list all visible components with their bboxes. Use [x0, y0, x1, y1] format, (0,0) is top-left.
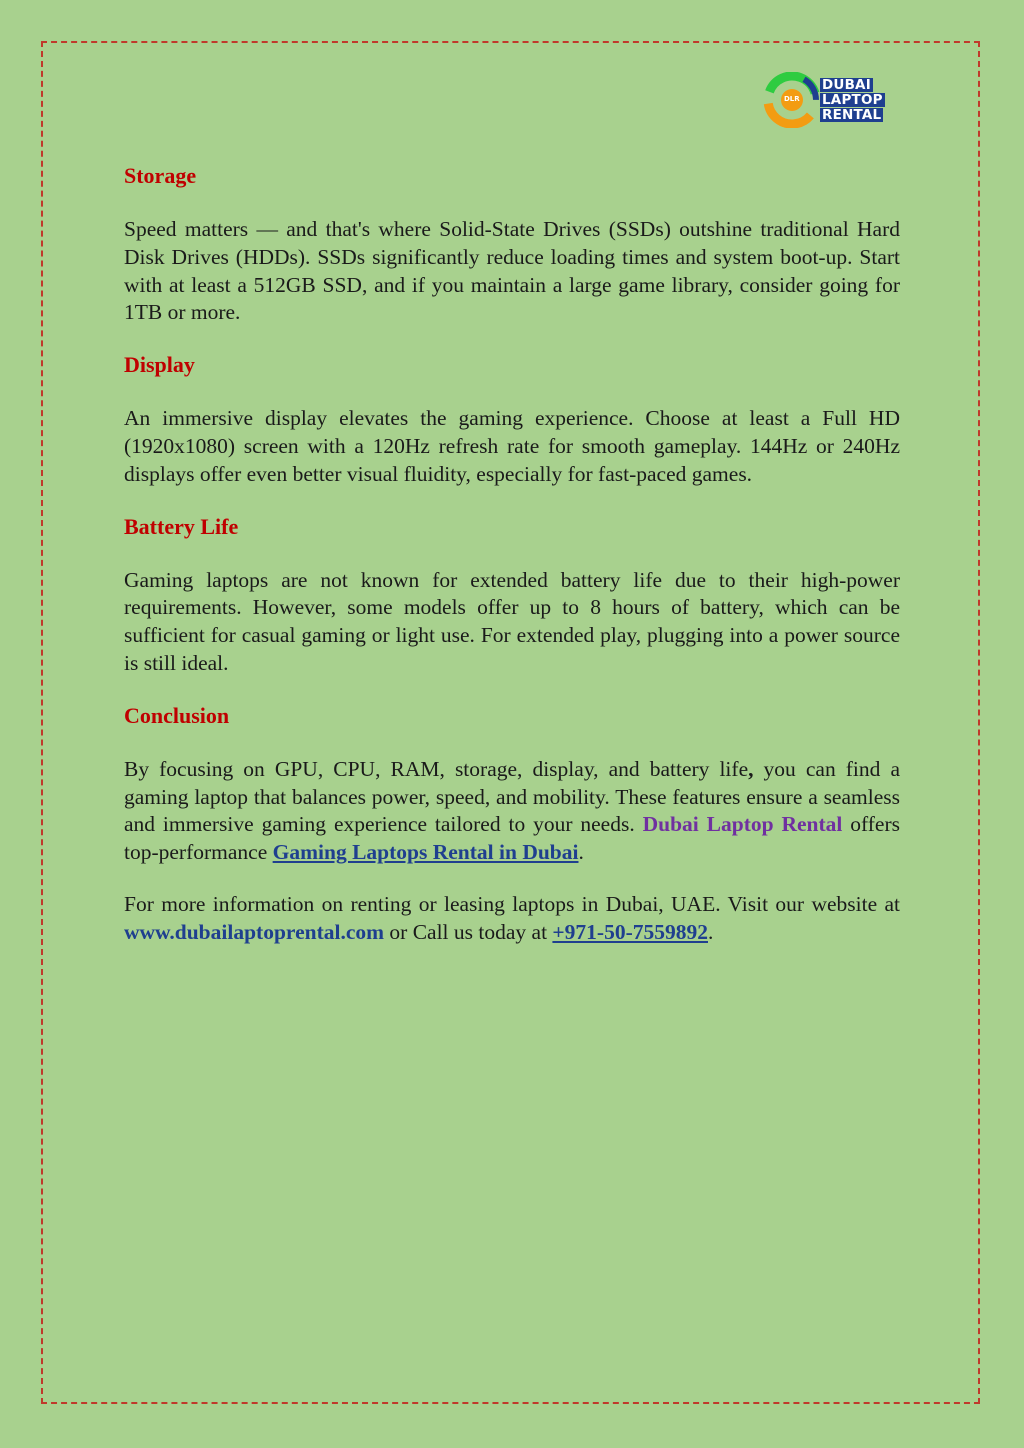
logo-wordmark: [820, 78, 890, 124]
battery-heading: Battery Life: [124, 513, 239, 539]
logo-line-laptop: LAPTOP: [822, 92, 883, 108]
website-link[interactable]: www.dubailaptoprental.com: [124, 919, 385, 944]
conclusion-comma: ,: [748, 756, 754, 781]
storage-paragraph: Speed matters — and that's where Solid-State Drives (SSDs) outshine traditional Hard Disk Drives (HDDs). SSDs significantly reduce loading times and system boot-up. Start with at least a 512GB SSD, and if you maintain a large game library, consider going for 1TB or more.: [124, 217, 900, 325]
gaming-laptops-rental-link[interactable]: Gaming Laptops Rental in Dubai: [272, 840, 579, 865]
conclusion-text-3: offers top-performance: [124, 812, 900, 865]
conclusion-text-1: By focusing on GPU, CPU, RAM, storage, display, and battery life: [124, 756, 749, 781]
document-content: [124, 162, 900, 971]
contact-text-1: For more information on renting or leasing laptops in Dubai, UAE. Visit our website at: [124, 891, 900, 916]
logo-line-rental: RENTAL: [822, 107, 882, 123]
display-paragraph: An immersive display elevates the gaming experience. Choose at least a Full HD (1920x1080) screen with a 120Hz refresh rate for smooth gameplay. 144Hz or 240Hz displays offer even better visual fluidity, especially for fast-paced games.: [124, 406, 900, 486]
storage-heading: Storage: [124, 163, 197, 188]
brand-link[interactable]: Dubai Laptop Rental: [642, 812, 843, 837]
contact-end: .: [708, 919, 714, 944]
conclusion-end: .: [578, 840, 584, 865]
logo-monogram: DLR: [784, 95, 800, 103]
contact-paragraph: [124, 891, 900, 947]
contact-text-2: or Call us today at: [384, 919, 553, 944]
phone-link[interactable]: +971-50-7559892: [552, 919, 708, 944]
conclusion-paragraph: [124, 756, 900, 867]
logo-line-dubai: DUBAI: [822, 77, 871, 93]
display-heading: Display: [124, 352, 195, 378]
battery-paragraph: Gaming laptops are not known for extended battery life due to their high-power requirements. However, some models offer up to 8 hours of battery, which can be sufficient for casual gaming or light use. For extended play, plugging into a power source is still ideal.: [124, 567, 900, 675]
company-logo[interactable]: [762, 72, 892, 128]
conclusion-text-2: you can find a gaming laptop that balances power, speed, and mobility. These features ensure a seamless and immersive gaming experience tailored to your needs.: [124, 756, 900, 837]
conclusion-heading: Conclusion: [124, 702, 230, 728]
